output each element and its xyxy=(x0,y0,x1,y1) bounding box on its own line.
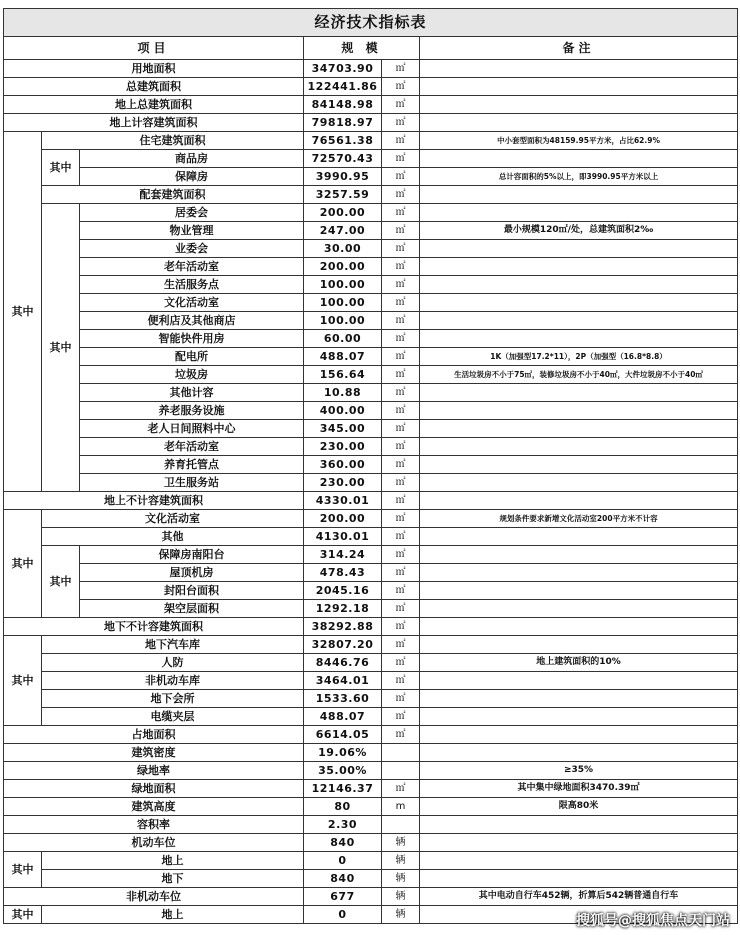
table-row xyxy=(4,546,738,564)
note-cell xyxy=(420,330,738,348)
unit-cell: ㎡ xyxy=(382,96,420,114)
item-cell: 生活服务点 xyxy=(80,276,304,294)
item-cell: 垃圾房 xyxy=(80,366,304,384)
economic-indicator-table xyxy=(3,8,738,924)
unit-cell: ㎡ xyxy=(382,510,420,528)
item-cell: 地上总建筑面积 xyxy=(4,96,304,114)
item-cell: 地上 xyxy=(42,906,304,924)
value-cell: 0 xyxy=(304,852,382,870)
value-cell: 230.00 xyxy=(304,474,382,492)
unit-cell: 辆 xyxy=(382,906,420,924)
unit-cell: ㎡ xyxy=(382,222,420,240)
note-cell xyxy=(420,114,738,132)
item-cell: 老年活动室 xyxy=(80,258,304,276)
value-cell: 100.00 xyxy=(304,312,382,330)
note-cell xyxy=(420,672,738,690)
table-row xyxy=(4,744,738,762)
value-cell: 0 xyxy=(304,906,382,924)
item-cell: 文化活动室 xyxy=(42,510,304,528)
item-cell: 商品房 xyxy=(80,150,304,168)
note-cell xyxy=(420,546,738,564)
value-cell: 478.43 xyxy=(304,564,382,582)
group-label: 其中 xyxy=(4,852,42,888)
value-cell: 38292.88 xyxy=(304,618,382,636)
header-item: 项目 xyxy=(4,37,304,60)
table-row xyxy=(4,636,738,654)
unit-cell: 辆 xyxy=(382,870,420,888)
table-row xyxy=(4,258,738,276)
note-cell xyxy=(420,726,738,744)
table-row xyxy=(4,240,738,258)
note-cell xyxy=(420,456,738,474)
table-row xyxy=(4,438,738,456)
unit-cell: ㎡ xyxy=(382,564,420,582)
unit-cell: ㎡ xyxy=(382,726,420,744)
note-cell: 其中集中绿地面积3470.39㎡ xyxy=(420,780,738,798)
item-cell: 地上 xyxy=(42,852,304,870)
group-label: 其中 xyxy=(4,132,42,492)
value-cell: 60.00 xyxy=(304,330,382,348)
item-cell: 业委会 xyxy=(80,240,304,258)
note-cell: ≥35% xyxy=(420,762,738,780)
subgroup-label: 其中 xyxy=(42,150,80,186)
note-cell xyxy=(420,96,738,114)
value-cell: 3990.95 xyxy=(304,168,382,186)
value-cell: 360.00 xyxy=(304,456,382,474)
note-cell: 地上建筑面积的10% xyxy=(420,654,738,672)
table-row xyxy=(4,186,738,204)
table-row xyxy=(4,654,738,672)
table-row xyxy=(4,888,738,906)
item-cell: 养育托管点 xyxy=(80,456,304,474)
note-cell xyxy=(420,150,738,168)
value-cell: 200.00 xyxy=(304,510,382,528)
note-cell: 最小规模120㎡/处，总建筑面积2‰ xyxy=(420,222,738,240)
table-row xyxy=(4,564,738,582)
table-row xyxy=(4,132,738,150)
table-row xyxy=(4,402,738,420)
note-cell xyxy=(420,258,738,276)
table-row xyxy=(4,312,738,330)
note-cell xyxy=(420,492,738,510)
value-cell: 34703.90 xyxy=(304,60,382,78)
table-row xyxy=(4,78,738,96)
item-cell: 人防 xyxy=(42,654,304,672)
item-cell: 非机动车位 xyxy=(4,888,304,906)
unit-cell: ㎡ xyxy=(382,258,420,276)
unit-cell: ㎡ xyxy=(382,690,420,708)
unit-cell: ㎡ xyxy=(382,150,420,168)
note-cell xyxy=(420,582,738,600)
value-cell: 79818.97 xyxy=(304,114,382,132)
unit-cell: ㎡ xyxy=(382,546,420,564)
unit-cell: ㎡ xyxy=(382,132,420,150)
value-cell: 32807.20 xyxy=(304,636,382,654)
note-cell xyxy=(420,636,738,654)
unit-cell: 辆 xyxy=(382,888,420,906)
unit-cell: ㎡ xyxy=(382,654,420,672)
item-cell: 配电所 xyxy=(80,348,304,366)
table-row xyxy=(4,492,738,510)
unit-cell: 辆 xyxy=(382,834,420,852)
value-cell: 80 xyxy=(304,798,382,816)
note-cell xyxy=(420,186,738,204)
note-cell xyxy=(420,276,738,294)
item-cell: 物业管理 xyxy=(80,222,304,240)
value-cell: 247.00 xyxy=(304,222,382,240)
unit-cell: ㎡ xyxy=(382,384,420,402)
group-label: 其中 xyxy=(4,636,42,726)
note-cell xyxy=(420,870,738,888)
item-cell: 屋顶机房 xyxy=(80,564,304,582)
item-cell: 配套建筑面积 xyxy=(42,186,304,204)
item-cell: 绿地面积 xyxy=(4,780,304,798)
note-cell xyxy=(420,708,738,726)
table-row xyxy=(4,366,738,384)
group-label: 其中 xyxy=(4,906,42,924)
table-row xyxy=(4,474,738,492)
unit-cell xyxy=(382,816,420,834)
value-cell: 3257.59 xyxy=(304,186,382,204)
value-cell: 200.00 xyxy=(304,258,382,276)
value-cell: 72570.43 xyxy=(304,150,382,168)
table-row xyxy=(4,510,738,528)
unit-cell xyxy=(382,762,420,780)
note-cell xyxy=(420,78,738,96)
item-cell: 卫生服务站 xyxy=(80,474,304,492)
value-cell: 156.64 xyxy=(304,366,382,384)
table-row xyxy=(4,672,738,690)
unit-cell: ㎡ xyxy=(382,276,420,294)
value-cell: 400.00 xyxy=(304,402,382,420)
item-cell: 总建筑面积 xyxy=(4,78,304,96)
table-row xyxy=(4,222,738,240)
note-cell: 其中电动自行车452辆，折算后542辆普通自行车 xyxy=(420,888,738,906)
value-cell: 488.07 xyxy=(304,708,382,726)
table-row xyxy=(4,114,738,132)
table-row xyxy=(4,582,738,600)
note-cell xyxy=(420,834,738,852)
unit-cell: ㎡ xyxy=(382,204,420,222)
table-row xyxy=(4,96,738,114)
value-cell: 19.06% xyxy=(304,744,382,762)
note-cell xyxy=(420,600,738,618)
table-row xyxy=(4,294,738,312)
value-cell: 840 xyxy=(304,870,382,888)
note-cell xyxy=(420,816,738,834)
note-cell xyxy=(420,60,738,78)
item-cell: 其他计容 xyxy=(80,384,304,402)
note-cell xyxy=(420,204,738,222)
table-row xyxy=(4,780,738,798)
unit-cell: ㎡ xyxy=(382,348,420,366)
item-cell: 老人日间照料中心 xyxy=(80,420,304,438)
table-row xyxy=(4,798,738,816)
table-row xyxy=(4,330,738,348)
note-cell xyxy=(420,618,738,636)
unit-cell: ㎡ xyxy=(382,60,420,78)
value-cell: 2045.16 xyxy=(304,582,382,600)
value-cell: 8446.76 xyxy=(304,654,382,672)
unit-cell: ㎡ xyxy=(382,672,420,690)
table-row xyxy=(4,816,738,834)
unit-cell: ㎡ xyxy=(382,294,420,312)
value-cell: 30.00 xyxy=(304,240,382,258)
unit-cell: ㎡ xyxy=(382,582,420,600)
note-cell: 中小套型面积为48159.95平方米，占比62.9% xyxy=(420,132,738,150)
item-cell: 机动车位 xyxy=(4,834,304,852)
note-cell: 限高80米 xyxy=(420,798,738,816)
table-row xyxy=(4,762,738,780)
value-cell: 76561.38 xyxy=(304,132,382,150)
value-cell: 840 xyxy=(304,834,382,852)
item-cell: 地上不计容建筑面积 xyxy=(4,492,304,510)
table-row xyxy=(4,528,738,546)
value-cell: 122441.86 xyxy=(304,78,382,96)
note-cell: 总计容面积的5%以上，即3990.95平方米以上 xyxy=(420,168,738,186)
item-cell: 建筑高度 xyxy=(4,798,304,816)
value-cell: 1533.60 xyxy=(304,690,382,708)
value-cell: 200.00 xyxy=(304,204,382,222)
watermark: 搜狐号@搜狐焦点天门站 xyxy=(576,913,730,929)
unit-cell: ㎡ xyxy=(382,186,420,204)
unit-cell: ㎡ xyxy=(382,114,420,132)
item-cell: 建筑密度 xyxy=(4,744,304,762)
unit-cell: ㎡ xyxy=(382,492,420,510)
unit-cell: ㎡ xyxy=(382,618,420,636)
unit-cell: ㎡ xyxy=(382,600,420,618)
subgroup-label: 其中 xyxy=(42,204,80,492)
item-cell: 架空层面积 xyxy=(80,600,304,618)
unit-cell: ㎡ xyxy=(382,780,420,798)
unit-cell: ㎡ xyxy=(382,330,420,348)
unit-cell: ㎡ xyxy=(382,438,420,456)
item-cell: 保障房 xyxy=(80,168,304,186)
item-cell: 地下 xyxy=(42,870,304,888)
value-cell: 345.00 xyxy=(304,420,382,438)
note-cell xyxy=(420,564,738,582)
unit-cell: ㎡ xyxy=(382,240,420,258)
note-cell xyxy=(420,402,738,420)
item-cell: 电缆夹层 xyxy=(42,708,304,726)
item-cell: 保障房南阳台 xyxy=(80,546,304,564)
unit-cell xyxy=(382,744,420,762)
unit-cell: ㎡ xyxy=(382,636,420,654)
note-cell xyxy=(420,852,738,870)
item-cell: 养老服务设施 xyxy=(80,402,304,420)
value-cell: 10.88 xyxy=(304,384,382,402)
note-cell xyxy=(420,294,738,312)
note-cell xyxy=(420,528,738,546)
unit-cell: ㎡ xyxy=(382,456,420,474)
unit-cell: ㎡ xyxy=(382,528,420,546)
unit-cell: ㎡ xyxy=(382,366,420,384)
table-row xyxy=(4,348,738,366)
table-row xyxy=(4,384,738,402)
value-cell: 6614.05 xyxy=(304,726,382,744)
note-cell xyxy=(420,744,738,762)
item-cell: 地下会所 xyxy=(42,690,304,708)
item-cell: 用地面积 xyxy=(4,60,304,78)
unit-cell: ㎡ xyxy=(382,312,420,330)
note-cell xyxy=(420,240,738,258)
item-cell: 封阳台面积 xyxy=(80,582,304,600)
value-cell: 84148.98 xyxy=(304,96,382,114)
item-cell: 老年活动室 xyxy=(80,438,304,456)
unit-cell: ㎡ xyxy=(382,474,420,492)
table-title: 经济技术指标表 xyxy=(4,9,738,37)
note-cell xyxy=(420,312,738,330)
item-cell: 便利店及其他商店 xyxy=(80,312,304,330)
table-row xyxy=(4,420,738,438)
item-cell: 绿地率 xyxy=(4,762,304,780)
table-row xyxy=(4,852,738,870)
note-cell: 规划条件要求新增文化活动室200平方米不计容 xyxy=(420,510,738,528)
note-cell xyxy=(420,438,738,456)
table-row xyxy=(4,726,738,744)
note-cell xyxy=(420,384,738,402)
item-cell: 居委会 xyxy=(80,204,304,222)
value-cell: 35.00% xyxy=(304,762,382,780)
note-cell: 生活垃圾房不小于75㎡，装修垃圾房不小于40㎡，大件垃圾房不小于40㎡ xyxy=(420,366,738,384)
table-row xyxy=(4,618,738,636)
note-cell xyxy=(420,474,738,492)
value-cell: 230.00 xyxy=(304,438,382,456)
value-cell: 2.30 xyxy=(304,816,382,834)
table-row xyxy=(4,456,738,474)
table-row xyxy=(4,150,738,168)
table-row xyxy=(4,690,738,708)
item-cell: 占地面积 xyxy=(4,726,304,744)
table-row xyxy=(4,60,738,78)
table-row xyxy=(4,276,738,294)
value-cell: 100.00 xyxy=(304,276,382,294)
unit-cell: m xyxy=(382,798,420,816)
item-cell: 其他 xyxy=(42,528,304,546)
value-cell: 677 xyxy=(304,888,382,906)
value-cell: 4330.01 xyxy=(304,492,382,510)
table-row xyxy=(4,834,738,852)
item-cell: 智能快件用房 xyxy=(80,330,304,348)
value-cell: 3464.01 xyxy=(304,672,382,690)
item-cell: 容积率 xyxy=(4,816,304,834)
table-row xyxy=(4,600,738,618)
note-cell xyxy=(420,420,738,438)
unit-cell: 辆 xyxy=(382,852,420,870)
item-cell: 地下不计容建筑面积 xyxy=(4,618,304,636)
item-cell: 地下汽车库 xyxy=(42,636,304,654)
group-label: 其中 xyxy=(4,510,42,618)
value-cell: 4130.01 xyxy=(304,528,382,546)
header-note: 备注 xyxy=(420,37,738,60)
subgroup-label: 其中 xyxy=(42,546,80,618)
item-cell: 文化活动室 xyxy=(80,294,304,312)
header-scale: 规 模 xyxy=(304,37,420,60)
table-row xyxy=(4,870,738,888)
value-cell: 488.07 xyxy=(304,348,382,366)
item-cell: 非机动车库 xyxy=(42,672,304,690)
value-cell: 100.00 xyxy=(304,294,382,312)
table-row xyxy=(4,708,738,726)
table-row xyxy=(4,168,738,186)
unit-cell: ㎡ xyxy=(382,402,420,420)
unit-cell: ㎡ xyxy=(382,420,420,438)
value-cell: 314.24 xyxy=(304,546,382,564)
value-cell: 1292.18 xyxy=(304,600,382,618)
unit-cell: ㎡ xyxy=(382,708,420,726)
item-cell: 住宅建筑面积 xyxy=(42,132,304,150)
item-cell: 地上计容建筑面积 xyxy=(4,114,304,132)
unit-cell: ㎡ xyxy=(382,78,420,96)
table-row xyxy=(4,204,738,222)
note-cell xyxy=(420,690,738,708)
value-cell: 12146.37 xyxy=(304,780,382,798)
note-cell: 1K（加强型17.2*11），2P（加强型（16.8*8.8） xyxy=(420,348,738,366)
unit-cell: ㎡ xyxy=(382,168,420,186)
